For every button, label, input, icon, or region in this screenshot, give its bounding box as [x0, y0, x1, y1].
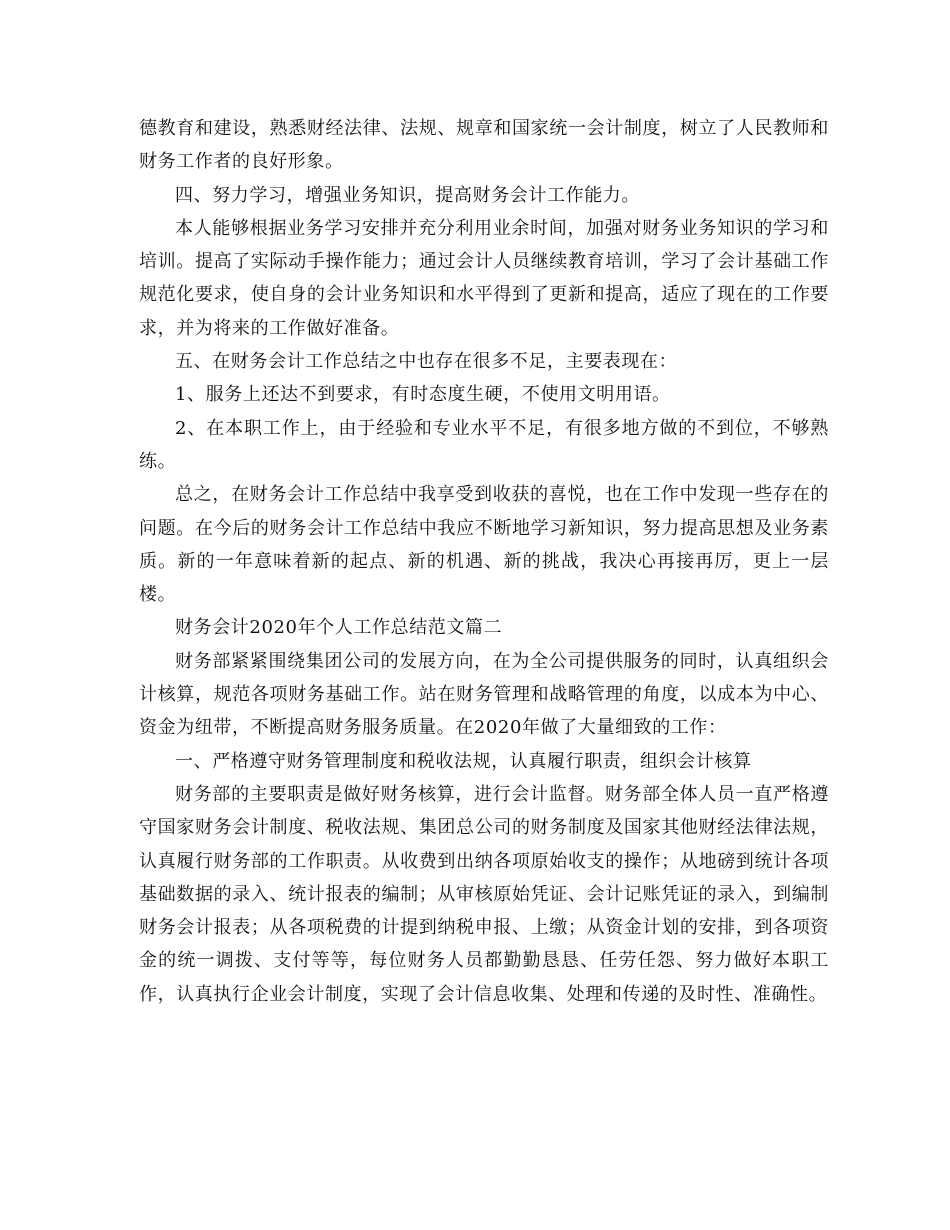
heading-section-four: 四、努力学习，增强业务知识，提高财务会计工作能力。 — [175, 184, 640, 206]
article-two-title: 财务会计2020年个人工作总结范文篇二 — [175, 617, 503, 639]
heading-section-one: 一、严格遵守财务管理制度和税收法规，认真履行职责，组织会计核算 — [175, 750, 752, 772]
heading-section-five: 五、在财务会计工作总结之中也存在很多不足，主要表现在： — [175, 351, 678, 373]
paragraph-continuation: 德教育和建设，熟悉财经法律、法规、规章和国家统一会计制度，树立了人民教师和财务工作者的良好形象。 — [139, 118, 829, 173]
paragraph-finance-dept-intro: 财务部紧紧围绕集团公司的发展方向，在为全公司提供服务的同时，认真组织会计核算，规范各项财务基础工作。站在财务管理和战略管理的角度，以成本为中心、资金为纽带，不断提高财务服务质量。在2020年做了大量细致的工作： — [139, 650, 829, 739]
list-item-one: 1、服务上还达不到要求，有时态度生硬，不使用文明用语。 — [175, 384, 671, 406]
list-item-two: 2、在本职工作上，由于经验和专业水平不足，有很多地方做的不到位，不够熟练。 — [139, 417, 829, 472]
paragraph-finance-duties: 财务部的主要职责是做好财务核算，进行会计监督。财务部全体人员一直严格遵守国家财务会计制度、税收法规、集团总公司的财务制度及国家其他财经法律法规，认真履行财务部的工作职责。从收费到出纳各项原始收支的操作；从地磅到统计各项基础数据的录入、统计报表的编制；从审核原始凭证、会计记账凭证的录入，到编制财务会计报表；从各项税费的计提到纳税申报、上缴；从资金计划的安排，到各项资金的统一调拨、支付等等，每位财务人员都勤勤恳恳、任劳任怨、努力做好本职工作，认真执行企业会计制度，实现了会计信息收集、处理和传递的及时性、准确性。 — [139, 783, 829, 1005]
paragraph-study-training: 本人能够根据业务学习安排并充分利用业余时间，加强对财务业务知识的学习和培训。提高了实际动手操作能力；通过会计人员继续教育培训，学习了会计基础工作规范化要求，使自身的会计业务知识和水平得到了更新和提高，适应了现在的工作要求，并为将来的工作做好准备。 — [139, 217, 829, 339]
paragraph-conclusion: 总之，在财务会计工作总结中我享受到收获的喜悦，也在工作中发现一些存在的问题。在今后的财务会计工作总结中我应不断地学习新知识，努力提高思想及业务素质。新的一年意味着新的起点、新的机遇、新的挑战，我决心再接再厉，更上一层楼。 — [139, 484, 829, 606]
document-page — [139, 112, 829, 1011]
